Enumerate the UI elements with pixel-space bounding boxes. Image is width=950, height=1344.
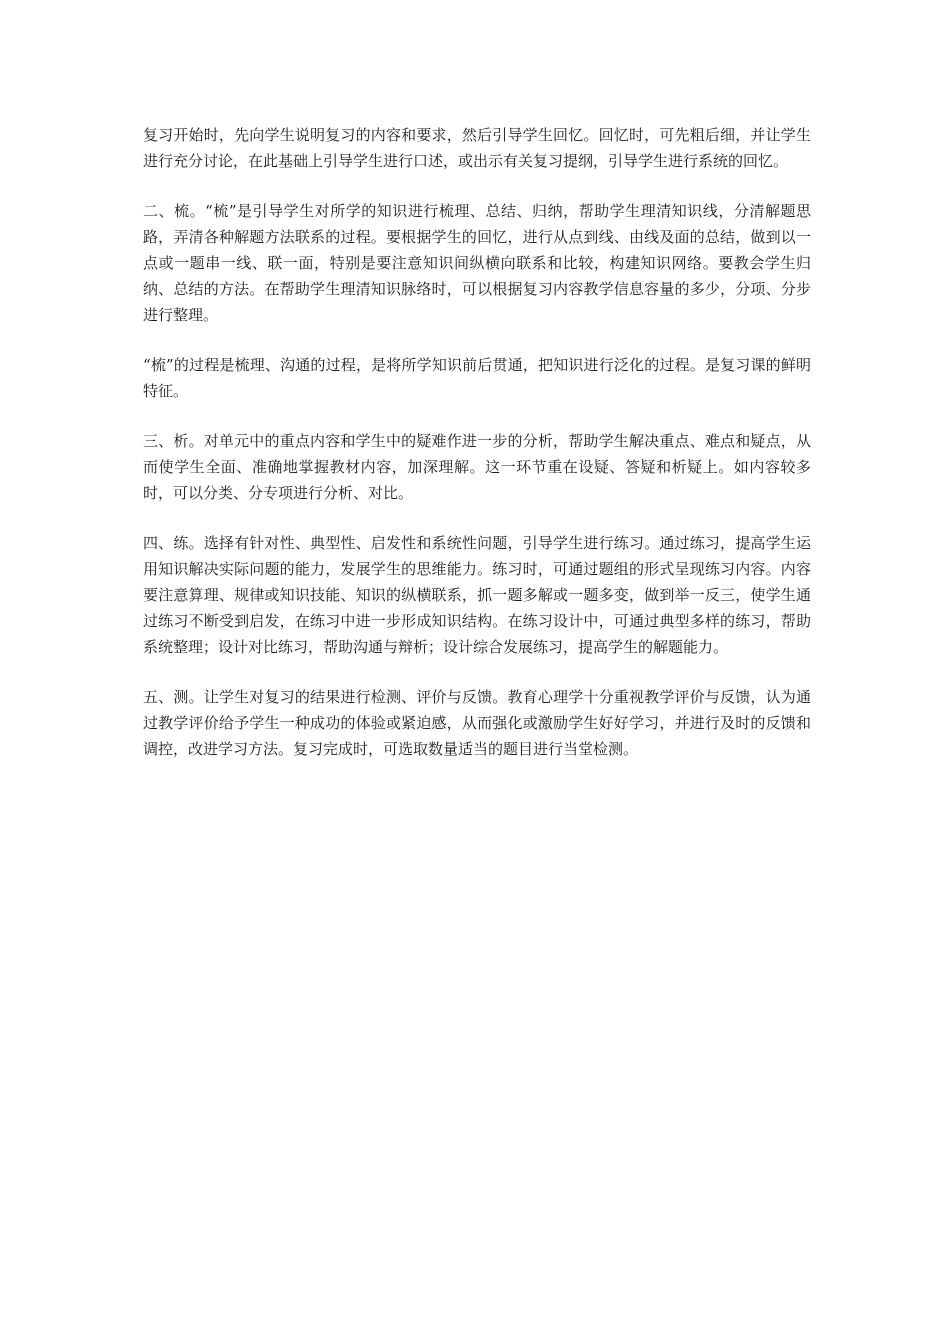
paragraph-recall-intro: 复习开始时，先向学生说明复习的内容和要求，然后引导学生回忆。回忆时，可先粗后细，并让学生进行充分讨论，在此基础上引导学生进行口述，或出示有关复习提纲，引导学生进行系统的回忆。 bbox=[143, 126, 811, 170]
paragraph-comb-summary: “梳”的过程是梳理、沟通的过程，是将所学知识前后贯通，把知识进行泛化的过程。是复习课的鲜明特征。 bbox=[143, 356, 811, 400]
paragraph-test: 五、测。让学生对复习的结果进行检测、评价与反馈。教育心理学十分重视教学评价与反馈，认为通过教学评价给予学生一种成功的体验或紧迫感，从而强化或激励学生好好学习，并进行及时的反馈和调控，改进学习方法。复习完成时，可选取数量适当的题目进行当堂检测。 bbox=[143, 688, 811, 758]
paragraph-comb: 二、梳。“梳”是引导学生对所学的知识进行梳理、总结、归纳，帮助学生理清知识线，分清解题思路，弄清各种解题方法联系的过程。要根据学生的回忆，进行从点到线、由线及面的总结，做到以一点或一题串一线、联一面，特别是要注意知识间纵横向联系和比较，构建知识网络。要教会学生归纳、总结的方法。在帮助学生理清知识脉络时，可以根据复习内容教学信息容量的多少，分项、分步进行整理。 bbox=[143, 202, 811, 324]
paragraph-analyze: 三、析。对单元中的重点内容和学生中的疑难作进一步的分析，帮助学生解决重点、难点和疑点，从而使学生全面、准确地掌握教材内容，加深理解。这一环节重在设疑、答疑和析疑上。如内容较多时，可以分类、分专项进行分析、对比。 bbox=[143, 432, 811, 502]
paragraph-practice: 四、练。选择有针对性、典型性、启发性和系统性问题，引导学生进行练习。通过练习，提高学生运用知识解决实际问题的能力，发展学生的思维能力。练习时，可通过题组的形式呈现练习内容。内容要注意算理、规律或知识技能、知识的纵横联系，抓一题多解或一题多变，做到举一反三，使学生通过练习不断受到启发，在练习中进一步形成知识结构。在练习设计中，可通过典型多样的练习，帮助系统整理；设计对比练习，帮助沟通与辩析；设计综合发展练习，提高学生的解题能力。 bbox=[143, 534, 811, 656]
document-body bbox=[143, 122, 811, 786]
